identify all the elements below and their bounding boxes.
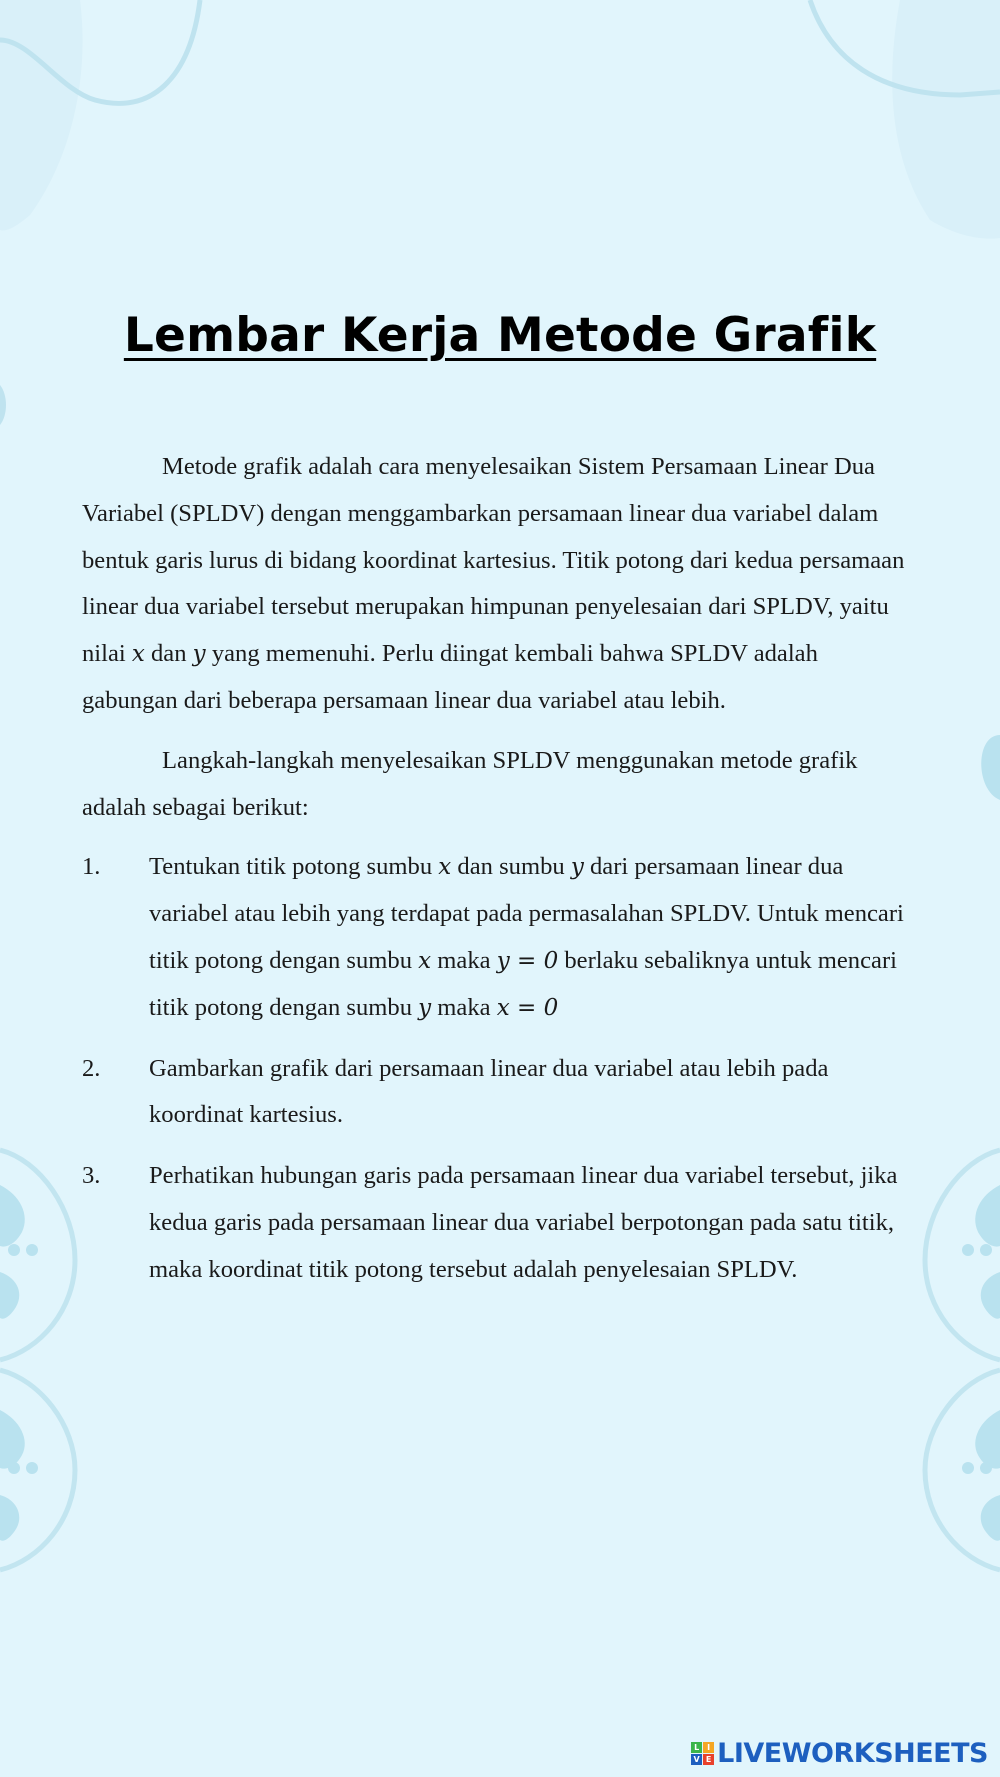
- step-number: 3.: [82, 1162, 101, 1190]
- math-variable: x: [131, 641, 145, 668]
- step-item: [82, 844, 918, 1031]
- worksheet-content: [82, 444, 918, 1308]
- logo-letter: L: [691, 1742, 702, 1753]
- intro-paragraph: [82, 444, 918, 725]
- logo-letter: I: [703, 1742, 714, 1753]
- text-segment: Metode grafik adalah cara menyelesaikan Sistem Persamaan Linear Dua Variabel (SPLDV) dengan menggambarkan persamaan linear dua variabel dalam bentuk garis lurus di bidang koordinat kartesius. Titik potong dari kedua persamaan linear dua variabel tersebut merupakan himpunan penyelesaian dari SPLDV, yaitu nilai: [82, 453, 905, 668]
- math-variable: y: [192, 641, 206, 668]
- liveworksheets-logo-icon: [691, 1742, 714, 1765]
- page-title: Lembar Kerja Metode Grafik: [123, 308, 877, 363]
- step-item: [82, 1153, 918, 1293]
- step-number: 2.: [82, 1054, 101, 1082]
- text-segment: dari persamaan linear dua variabel atau lebih yang terdapat pada permasalahan SPLDV. Untuk mencari titik potong dengan sumbu: [149, 853, 904, 974]
- text-segment: maka: [431, 993, 497, 1021]
- step-text: [149, 1162, 897, 1283]
- steps-list: [82, 844, 918, 1293]
- text-segment: dan: [144, 640, 193, 668]
- step-text: [149, 853, 904, 1020]
- text-segment: berlaku sebaliknya untuk mencari titik potong dengan sumbu: [149, 946, 897, 1021]
- text-segment: Tentukan titik potong sumbu: [149, 853, 439, 881]
- step-item: [82, 1046, 918, 1140]
- text-segment: Gambarkan grafik dari persamaan linear dua variabel atau lebih pada koordinat kartesius.: [149, 1054, 829, 1129]
- text-segment: Perhatikan hubungan garis pada persamaan linear dua variabel tersebut, jika kedua garis pada persamaan linear dua variabel berpotongan pada satu titik, maka koordinat titik potong tersebut adalah penyelesaian SPLDV.: [149, 1162, 898, 1283]
- text-segment: maka: [431, 946, 497, 974]
- math-variable: x: [418, 947, 432, 974]
- step-number: 1.: [82, 853, 101, 881]
- liveworksheets-brand: [691, 1738, 988, 1769]
- math-variable: y: [418, 994, 432, 1021]
- brand-name: LIVEWORKSHEETS: [717, 1738, 988, 1769]
- math-variable: x: [438, 854, 452, 881]
- text-segment: yang memenuhi. Perlu diingat kembali bahwa SPLDV adalah gabungan dari beberapa persamaan linear dua variabel atau lebih.: [82, 640, 818, 714]
- math-variable: x = 0: [496, 994, 559, 1021]
- step-text: [149, 1055, 828, 1129]
- math-variable: y: [570, 854, 584, 881]
- steps-intro-paragraph: [82, 738, 918, 832]
- math-variable: y = 0: [496, 947, 559, 974]
- text-segment: dan sumbu: [451, 853, 571, 881]
- text-segment: Langkah-langkah menyelesaikan SPLDV menggunakan metode grafik adalah sebagai berikut:: [82, 746, 858, 821]
- logo-letter: E: [703, 1754, 714, 1765]
- logo-letter: V: [691, 1754, 702, 1765]
